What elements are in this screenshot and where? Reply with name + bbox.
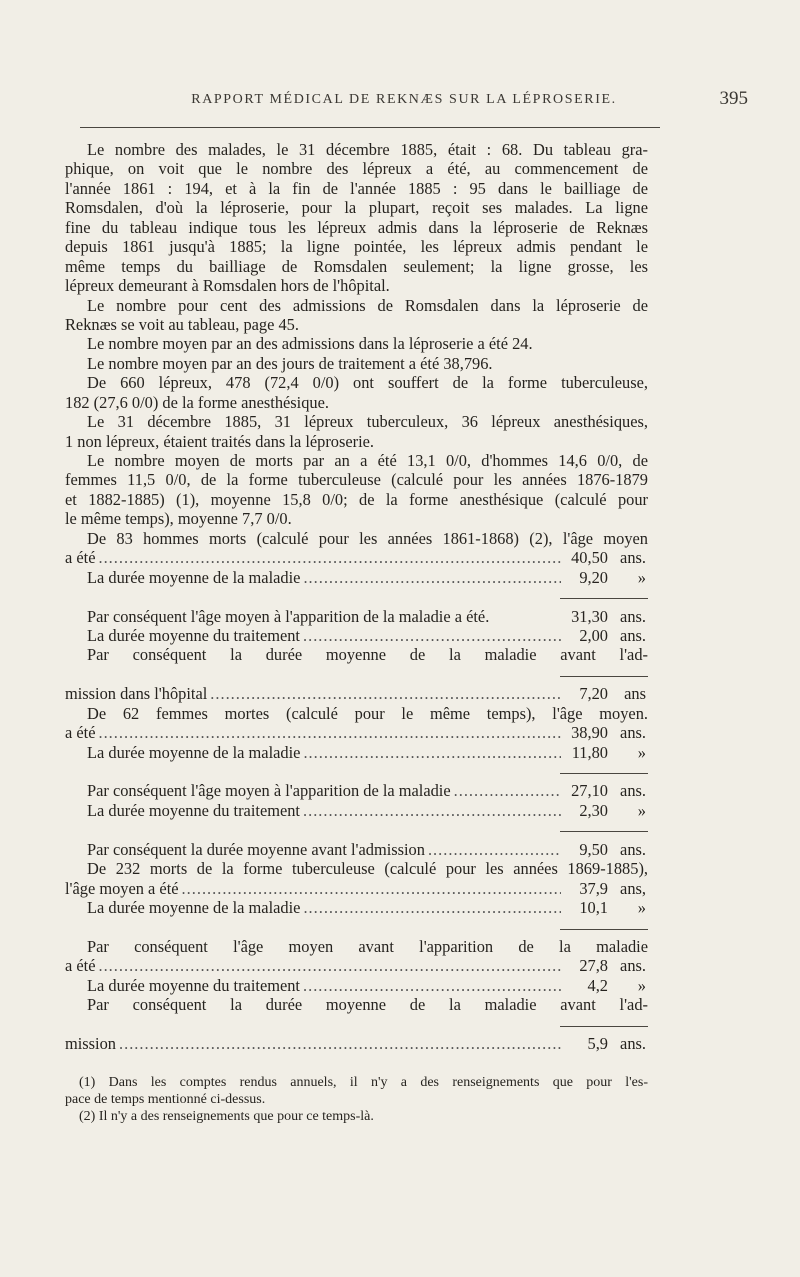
footnote-1: (1) Dans les comptes rendus annuels, il n'y a des renseignements que pour l'es- <box>79 1075 648 1090</box>
footnotes <box>65 1074 648 1125</box>
dot-leader <box>303 976 561 995</box>
dot-leader <box>98 548 561 567</box>
text-line: Reknæs se voit au tableau, page 45. <box>65 314 299 334</box>
text-line: 1 non lépreux, étaient traités dans la léproserie. <box>65 431 375 451</box>
dot-leader <box>428 840 561 859</box>
page-header <box>60 86 748 116</box>
page-number: 395 <box>719 88 748 109</box>
running-head: RAPPORT MÉDICAL DE REKNÆS SUR LA LÉPROSERIE. <box>191 92 617 107</box>
body-text <box>65 140 648 1054</box>
text-line: De 660 lépreux, 478 (72,4 0/0) ont souffert de la forme tuberculeuse, <box>87 373 648 393</box>
stat-row-women-duration: La durée moyenne de la maladie ..... 11,80 » <box>65 743 648 762</box>
footnote-1-cont: pace de temps mentionné ci-dessus. <box>65 1092 266 1107</box>
text-line: Romsdalen, d'où la léproserie, pour la plupart, reçoit ses malades. La ligne <box>65 198 648 218</box>
text-line: Le 31 décembre 1885, 31 lépreux tuberculeux, 36 lépreux anesthésiques, <box>87 412 648 432</box>
stat-row-men-age: a été ..... 40,50 ans. <box>65 548 648 567</box>
dot-leader <box>303 743 561 762</box>
footnote-2: (2) Il n'y a des renseignements que pour ce temps-là. <box>79 1109 374 1124</box>
header-rule <box>80 127 660 128</box>
stat-row-men-duration: La durée moyenne de la maladie ..... 9,20 » <box>65 568 648 587</box>
text-line: Le nombre moyen de morts par an a été 13,1 0/0, d'hommes 14,6 0/0, de <box>87 451 648 470</box>
dot-leader <box>119 1034 561 1053</box>
sum-rule <box>65 665 648 684</box>
dot-leader <box>303 626 561 645</box>
sum-rule <box>65 762 648 781</box>
stat-row-tuberculous-onset: a été ..... 27,8 ans. <box>65 956 648 975</box>
text-line: et 1882-1885) (1), moyenne 15,8 0/0; de la forme anesthésique (calculé pour <box>65 489 648 509</box>
text-line: Le nombre moyen par an des admissions dans la léproserie a été 24. <box>87 334 533 354</box>
sum-rule <box>65 918 648 937</box>
text-line: 182 (27,6 0/0) de la forme anesthésique. <box>65 392 329 412</box>
text-line: phique, on voit que le nombre des lépreux a été, au commencement de <box>65 159 648 179</box>
stat-row-tuberculous-before: mission ..... 5,9 ans. <box>65 1034 648 1053</box>
dot-leader <box>303 898 561 917</box>
stat-row-men-treatment: La durée moyenne du traitement ..... 2,00 ans. <box>65 626 648 645</box>
dot-leader <box>210 684 561 703</box>
dot-leader <box>303 568 561 587</box>
dot-leader <box>454 781 561 800</box>
stat-row-tuberculous-age: l'âge moyen a été ..... 37,9 ans, <box>65 879 648 898</box>
dot-leader <box>98 956 561 975</box>
text-line: fine du tableau indique tous les lépreux admis dans la léproserie de Reknæs <box>65 217 648 237</box>
stat-row-men-before: mission dans l'hôpital ..... 7,20 ans <box>65 684 648 703</box>
stat-row-men-onset: Par conséquent l'âge moyen à l'apparition de la maladie a été. 31,30 ans. <box>87 606 646 626</box>
stat-row-women-before: Par conséquent la durée moyenne avant l'admission ..... 9,50 ans. <box>65 840 648 859</box>
stat-row-women-treatment: La durée moyenne du traitement ..... 2,30 » <box>65 801 648 820</box>
text-line: lépreux demeurant à Romsdalen hors de l'hôpital. <box>65 276 390 296</box>
text-line: Le nombre pour cent des admissions de Romsdalen dans la léproserie de <box>87 295 648 315</box>
text-line: Par conséquent la durée moyenne de la maladie avant l'ad- <box>87 645 648 665</box>
text-line: même temps du bailliage de Romsdalen seulement; la ligne grosse, les <box>65 256 648 276</box>
stat-row-women-onset: Par conséquent l'âge moyen à l'apparition de la maladie ..... 27,10 ans. <box>65 781 648 800</box>
sum-rule <box>65 820 648 839</box>
text-line: De 62 femmes mortes (calculé pour le même temps), l'âge moyen. <box>87 703 648 723</box>
text-line: Par conséquent l'âge moyen avant l'apparition de la maladie <box>87 936 648 956</box>
sum-rule <box>65 587 648 606</box>
stat-row-tuberculous-treatment: La durée moyenne du traitement ..... 4,2 » <box>65 976 648 995</box>
text-line: De 83 hommes morts (calculé pour les années 1861-1868) (2), l'âge moyen <box>87 528 648 548</box>
stat-row-women-age: a été ..... 38,90 ans. <box>65 723 648 742</box>
dot-leader <box>98 723 561 742</box>
text-line: l'année 1861 : 194, et à la fin de l'année 1885 : 95 dans le bailliage de <box>65 178 648 198</box>
text-line: femmes 11,5 0/0, de la forme tuberculeuse (calculé pour les années 1876-1879 <box>65 470 648 490</box>
sum-rule <box>65 1015 648 1034</box>
text-line: le même temps), moyenne 7,7 0/0. <box>65 509 292 529</box>
text-line: Le nombre moyen par an des jours de traitement a été 38,796. <box>87 353 493 373</box>
stat-row-tuberculous-duration: La durée moyenne de la maladie ..... 10,1 » <box>65 898 648 917</box>
text-line: depuis 1861 jusqu'à 1885; la ligne pointée, les lépreux admis pendant le <box>65 237 648 257</box>
text-line: Par conséquent la durée moyenne de la maladie avant l'ad- <box>87 995 648 1015</box>
text-line: Le nombre des malades, le 31 décembre 1885, était : 68. Du tableau gra- <box>87 140 648 159</box>
text-line: De 232 morts de la forme tuberculeuse (calculé pour les années 1869-1885), <box>87 859 648 879</box>
dot-leader <box>182 879 561 898</box>
dot-leader <box>303 801 561 820</box>
